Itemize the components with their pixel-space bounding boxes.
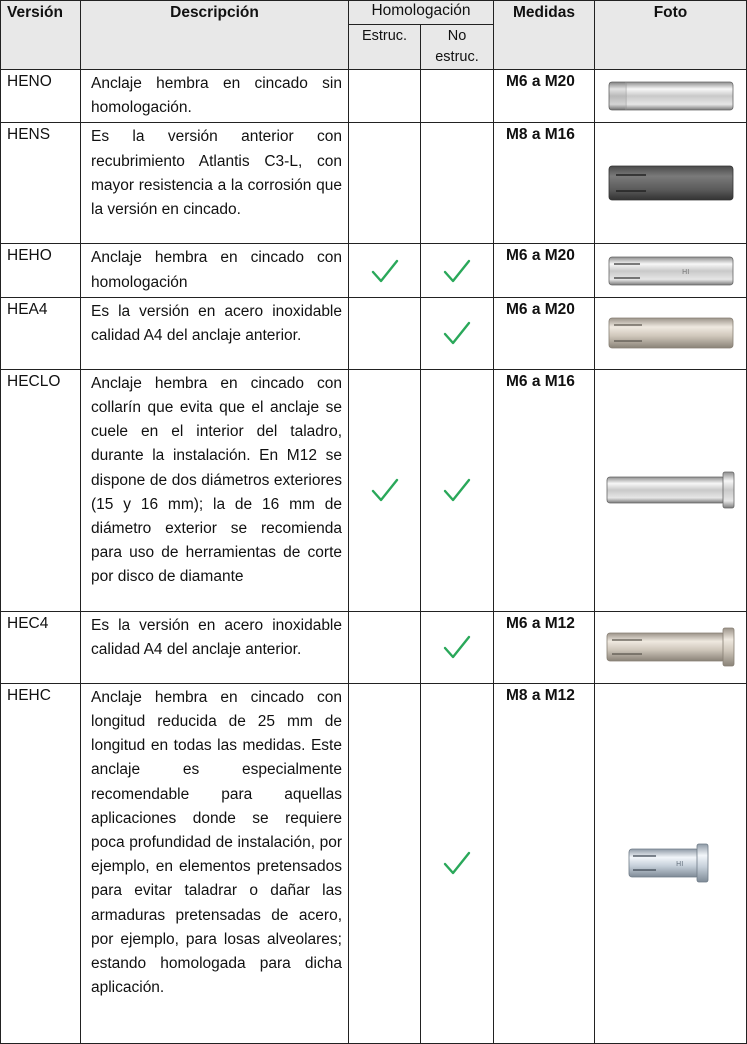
sizes-cell: M8 a M16	[494, 123, 595, 244]
version-cell: HEC4	[1, 611, 81, 683]
header-version: Versión	[1, 1, 81, 70]
table-row	[1, 244, 747, 297]
description-cell: Anclaje hembra en cincado con longitud reducida de 25 mm de longitud en todas las medidas. Este anclaje es especialmente recomendable para aquellas aplicaciones donde se requiere poca profundidad de instalación, por ejemplo, en elementos pretensados para evitar taladrar o dañar las armaduras pretensadas de acero, por ejemplo, para losas alveolares; estando homologada para dicha aplicación.	[81, 683, 349, 1043]
check-icon	[442, 477, 472, 503]
table-row	[1, 297, 747, 369]
non-structural-cell	[421, 70, 494, 123]
structural-cell	[349, 244, 421, 297]
structural-cell	[349, 123, 421, 244]
svg-text:HI: HI	[681, 267, 689, 276]
table-row	[1, 683, 747, 1043]
check-icon	[442, 850, 472, 876]
check-icon	[370, 258, 400, 284]
sizes-cell: M6 a M20	[494, 70, 595, 123]
version-cell: HENO	[1, 70, 81, 123]
photo-cell	[595, 611, 747, 683]
description-cell: Anclaje hembra en cincado con homologación	[81, 244, 349, 297]
non-structural-cell	[421, 683, 494, 1043]
header-sizes: Medidas	[494, 1, 595, 70]
version-cell: HECLO	[1, 369, 81, 611]
stainless-anchor-photo	[606, 313, 736, 353]
table-row	[1, 70, 747, 123]
header-non-structural-line1: No	[447, 28, 467, 44]
structural-cell	[349, 369, 421, 611]
header-photo: Foto	[595, 1, 747, 70]
non-structural-cell	[421, 244, 494, 297]
stainless-collar-anchor-photo	[604, 625, 738, 669]
version-cell: HEHO	[1, 244, 81, 297]
photo-cell	[595, 297, 747, 369]
check-icon	[442, 634, 472, 660]
header-structural: Estruc.	[349, 25, 421, 70]
coated-anchor-photo	[606, 162, 736, 204]
photo-cell	[595, 369, 747, 611]
non-structural-cell	[421, 611, 494, 683]
structural-cell	[349, 70, 421, 123]
zinc-plated-anchor-photo	[606, 253, 736, 289]
zinc-plated-anchor-photo	[606, 77, 736, 115]
sizes-cell: M6 a M20	[494, 244, 595, 297]
structural-cell	[349, 683, 421, 1043]
header-non-structural	[421, 25, 494, 70]
check-icon	[442, 320, 472, 346]
svg-text:HI: HI	[675, 860, 683, 869]
non-structural-cell	[421, 297, 494, 369]
header-description: Descripción	[81, 1, 349, 70]
sizes-cell: M8 a M12	[494, 683, 595, 1043]
sizes-cell: M6 a M16	[494, 369, 595, 611]
short-collar-anchor-photo	[626, 840, 716, 886]
structural-cell	[349, 611, 421, 683]
version-cell: HENS	[1, 123, 81, 244]
header-non-structural-line2: estruc.	[435, 49, 479, 65]
version-cell: HEA4	[1, 297, 81, 369]
photo-cell	[595, 244, 747, 297]
table-row	[1, 611, 747, 683]
non-structural-cell	[421, 123, 494, 244]
table-row	[1, 369, 747, 611]
photo-cell	[595, 123, 747, 244]
check-icon	[370, 477, 400, 503]
description-cell: Es la versión en acero inoxidable calidad A4 del anclaje anterior.	[81, 297, 349, 369]
sizes-cell: M6 a M20	[494, 297, 595, 369]
description-cell: Es la versión anterior con recubrimiento Atlantis C3-L, con mayor resistencia a la corrosión que la versión en cincado.	[81, 123, 349, 244]
description-cell: Anclaje hembra en cincado con collarín que evita que el anclaje se cuele en el interior del taladro, durante la instalación. En M12 se dispone de dos diámetros exteriores (15 y 16 mm); la de 16 mm de diámetro exterior se recomienda para uso de herramientas de corte por disco de diamante	[81, 369, 349, 611]
non-structural-cell	[421, 369, 494, 611]
description-cell: Anclaje hembra en cincado sin homologación.	[81, 70, 349, 123]
sizes-cell: M6 a M12	[494, 611, 595, 683]
version-cell: HEHC	[1, 683, 81, 1043]
check-icon	[442, 258, 472, 284]
photo-cell	[595, 70, 747, 123]
photo-cell	[595, 683, 747, 1043]
header-homologation: Homologación	[349, 1, 494, 25]
description-cell: Es la versión en acero inoxidable calidad A4 del anclaje anterior.	[81, 611, 349, 683]
collar-anchor-photo	[604, 469, 738, 511]
structural-cell	[349, 297, 421, 369]
table-row	[1, 123, 747, 244]
